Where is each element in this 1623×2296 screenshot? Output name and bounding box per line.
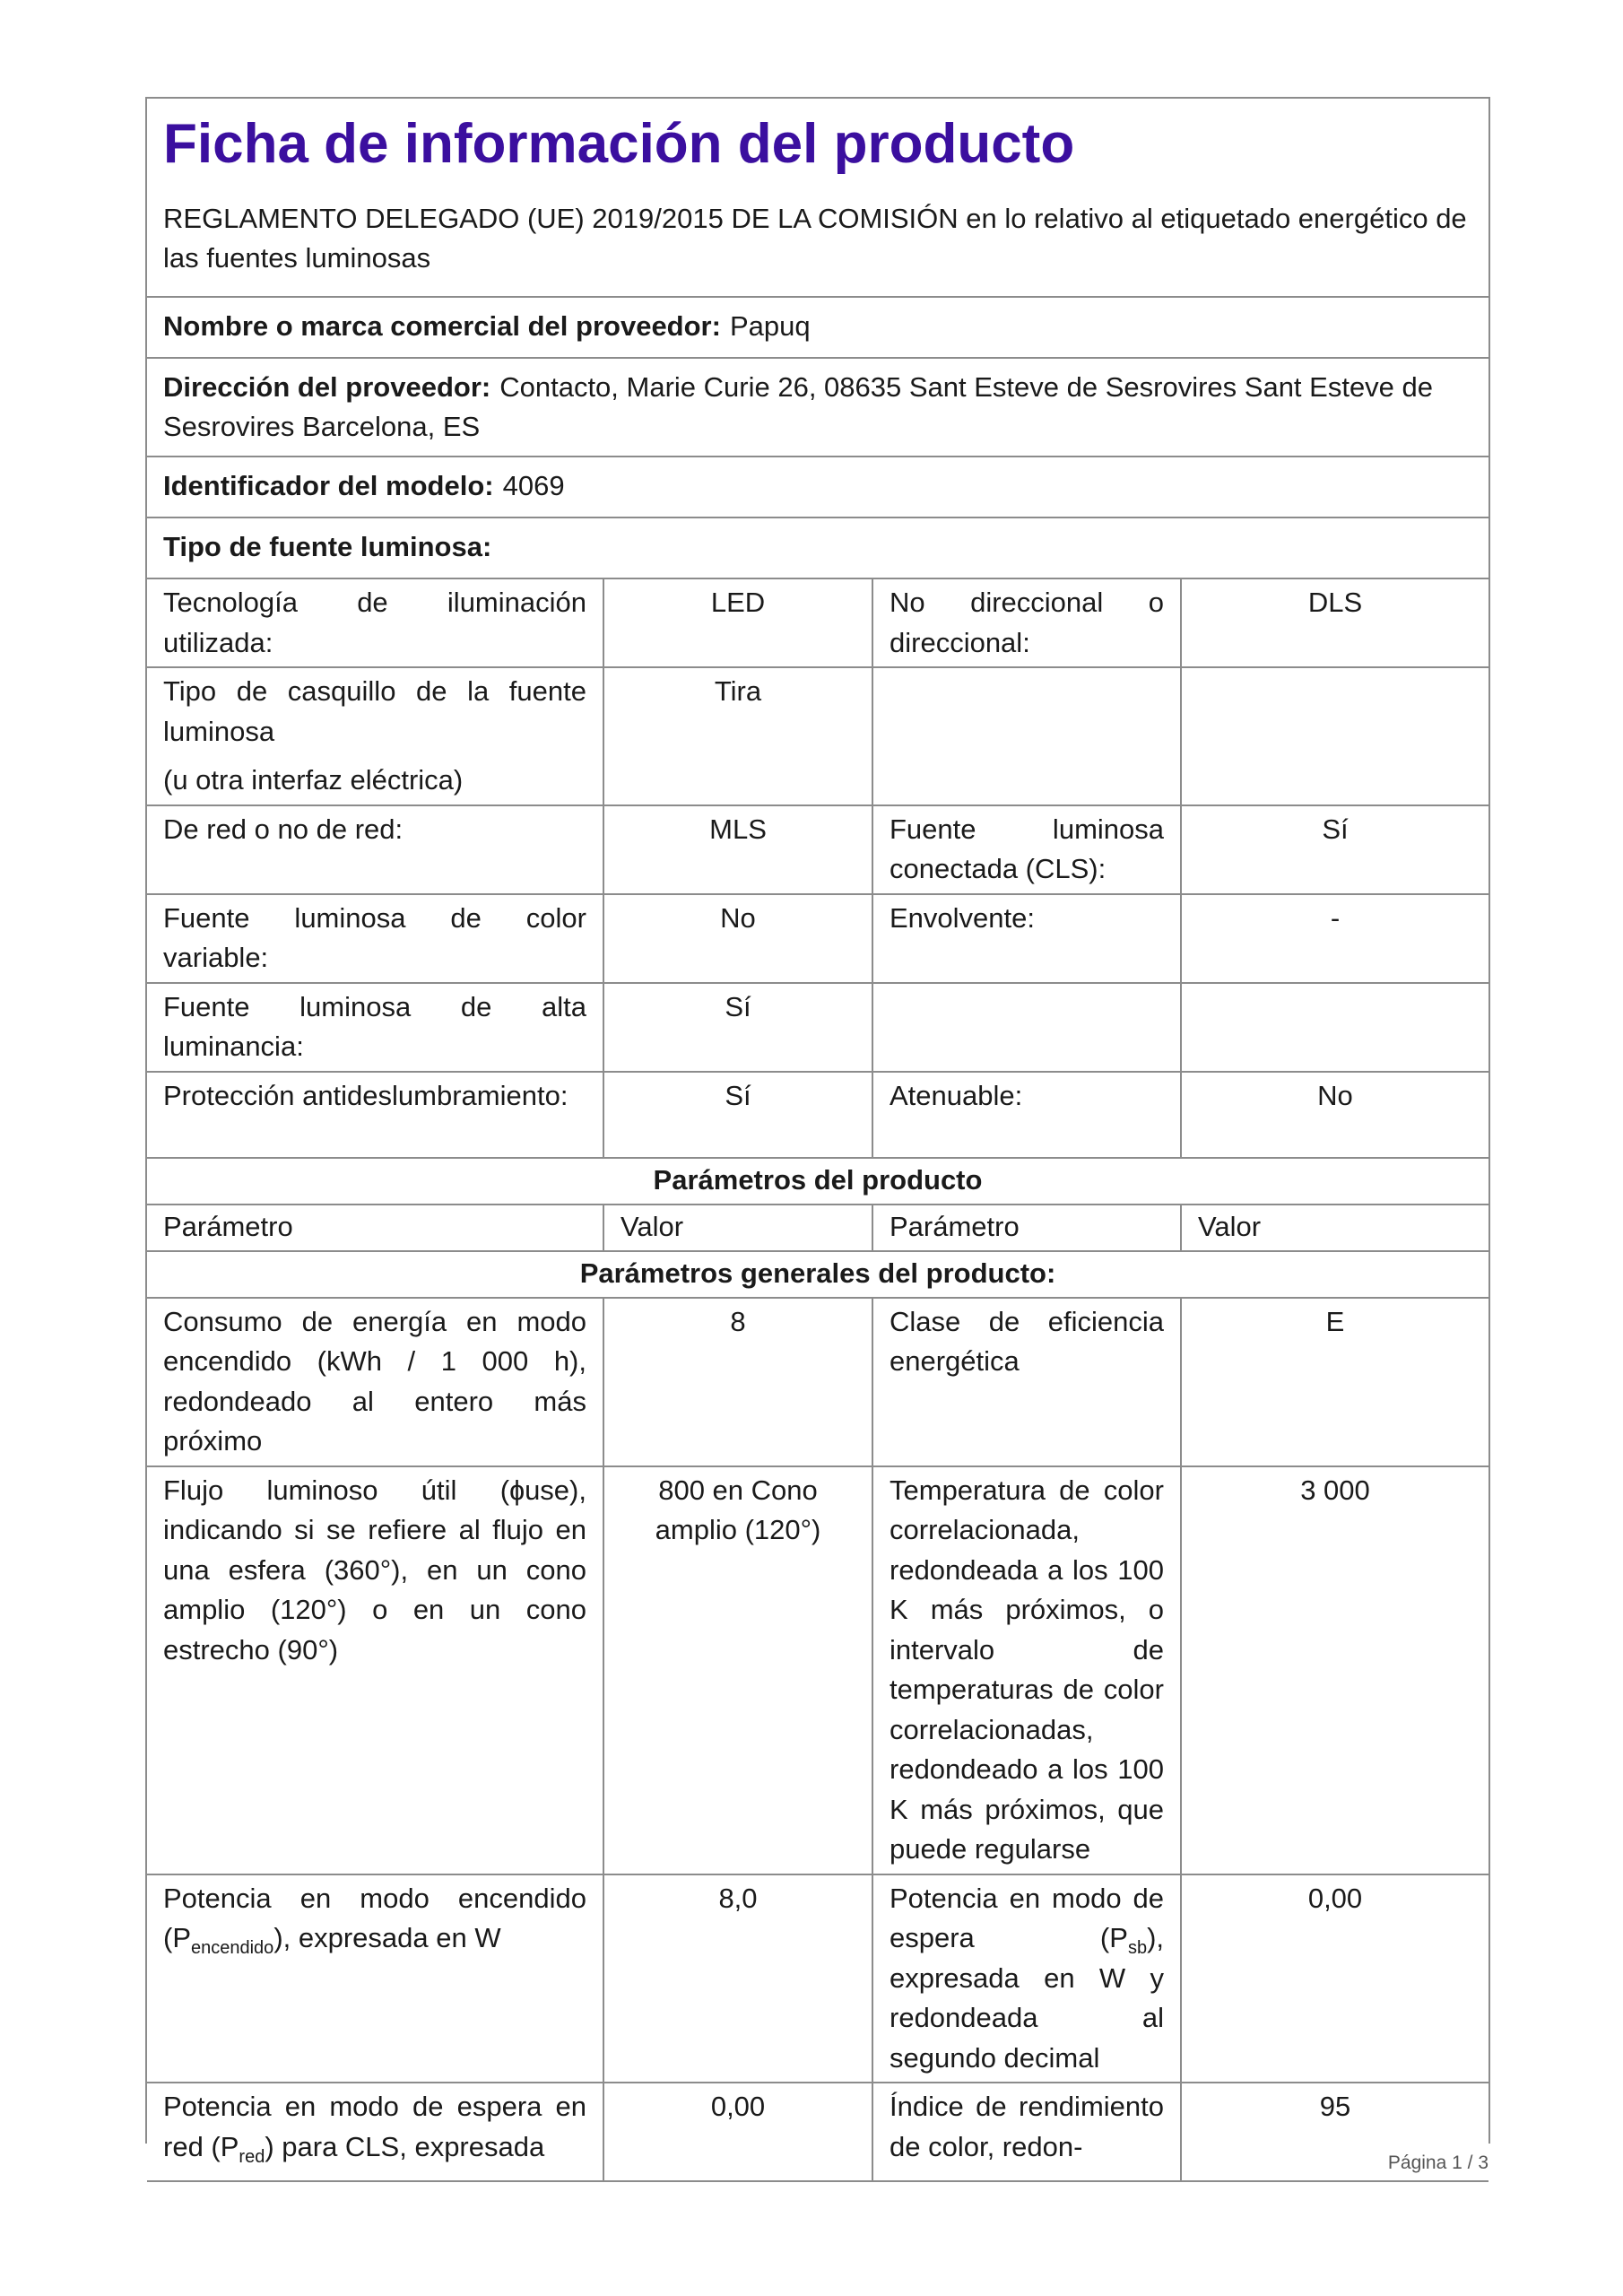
regulation-subtitle: REGLAMENTO DELEGADO (UE) 2019/2015 DE LA COMISIÓN en lo relativo al etiquetado energético de las fuentes luminosas: [147, 190, 1488, 298]
param-cell: [872, 1874, 1181, 2083]
param-text: ), expresada en W: [273, 1922, 501, 1953]
value-cell: 0,00: [1181, 1874, 1488, 2083]
value-cell: 8,0: [603, 1874, 872, 2083]
value-cell: MLS: [603, 805, 872, 894]
table-row: [147, 1466, 1488, 1874]
value-cell: DLS: [1181, 579, 1488, 667]
param-cell: Fuente luminosa de alta luminancia:: [147, 983, 603, 1072]
general-section-title: Parámetros generales del producto:: [147, 1251, 1488, 1298]
table-row: [147, 983, 1488, 1072]
table-row: [147, 2083, 1488, 2181]
table-row: [147, 667, 1488, 805]
param-cell: Flujo luminoso útil (ɸuse), indicando si se refiere al flujo en una esfera (360°), en un cono amplio (120°) o en un cono estrecho (90°): [147, 1466, 603, 1874]
supplier-value: Papuq: [729, 310, 811, 342]
page-title: Ficha de información del producto: [163, 113, 1075, 175]
value-cell: 95: [1181, 2083, 1488, 2181]
param-text: Potencia en modo encendido (P: [163, 1882, 586, 1953]
table-row: [147, 1874, 1488, 2083]
param-cell: [147, 2083, 603, 2181]
param-text: Potencia en modo de espera (P: [890, 1882, 1164, 1953]
model-label: Identificador del modelo:: [163, 470, 494, 501]
table-row: [147, 1072, 1488, 1158]
value-cell: Sí: [603, 983, 872, 1072]
light-type-label: Tipo de fuente luminosa:: [163, 531, 492, 562]
address-value: Contacto, Marie Curie 26, 08635 Sant Esteve de Sesrovires Sant Esteve de Sesrovires Barcelona, ES: [163, 371, 1434, 442]
value-cell: LED: [603, 579, 872, 667]
param-cell: Fuente luminosa de color variable:: [147, 894, 603, 983]
value-cell: 3 000: [1181, 1466, 1488, 1874]
section-header-row: [147, 1158, 1488, 1205]
value-cell: 8: [603, 1298, 872, 1466]
param-text: Potencia en modo de espera en red (P: [163, 2091, 586, 2162]
param-subscript: red: [239, 2146, 265, 2167]
value-cell: E: [1181, 1298, 1488, 1466]
light-type-row: [147, 518, 1488, 579]
param-cell: [872, 983, 1181, 1072]
supplier-row: [147, 298, 1488, 359]
supplier-label: Nombre o marca comercial del proveedor:: [163, 310, 721, 342]
model-row: [147, 457, 1488, 518]
value-cell: -: [1181, 894, 1488, 983]
value-cell: Sí: [603, 1072, 872, 1158]
param-cell: [147, 667, 603, 805]
value-cell: Sí: [1181, 805, 1488, 894]
param-cell: Consumo de energía en modo encendido (kWh / 1 000 h), redondeado al entero más próximo: [147, 1298, 603, 1466]
param-cell: No direccional o direccional:: [872, 579, 1181, 667]
table-row: [147, 1298, 1488, 1466]
param-cell: Clase de eficiencia energética: [872, 1298, 1181, 1466]
param-cell: Fuente luminosa conectada (CLS):: [872, 805, 1181, 894]
param-subscript: encendido: [191, 1938, 274, 1959]
param-text: ) para CLS, expresada: [265, 2130, 545, 2162]
column-header-value: Valor: [1181, 1205, 1488, 1251]
param-cell: De red o no de red:: [147, 805, 603, 894]
params-section-title: Parámetros del producto: [147, 1158, 1488, 1205]
param-cell: Envolvente:: [872, 894, 1181, 983]
param-text: Tipo de casquillo de la fuente luminosa: [163, 675, 586, 747]
param-text-extra: (u otra interfaz eléctrica): [163, 764, 464, 796]
table-row: [147, 805, 1488, 894]
value-cell: 0,00: [603, 2083, 872, 2181]
product-table: [147, 579, 1488, 2182]
value-cell: No: [603, 894, 872, 983]
param-cell: Protección antideslumbramiento:: [147, 1072, 603, 1158]
param-cell: Índice de rendimiento de color, redon-: [872, 2083, 1181, 2181]
model-value: 4069: [502, 470, 565, 501]
column-header-param: Parámetro: [147, 1205, 603, 1251]
param-cell: Tecnología de iluminación utilizada:: [147, 579, 603, 667]
section-header-row: [147, 1251, 1488, 1298]
param-cell: [872, 667, 1181, 805]
param-cell: [147, 1874, 603, 2083]
param-cell: Temperatura de color correlacionada, redondeada a los 100 K más próximos, o intervalo de temperaturas de color correlacionadas, redondeado a los 100 K más próximos, que puede regularse: [872, 1466, 1181, 1874]
column-header-value: Valor: [603, 1205, 872, 1251]
value-cell: [1181, 983, 1488, 1072]
address-label: Dirección del proveedor:: [163, 371, 491, 403]
column-header-param: Parámetro: [872, 1205, 1181, 1251]
address-row: [147, 359, 1488, 457]
param-subscript: sb: [1127, 1938, 1148, 1959]
table-row: [147, 579, 1488, 667]
page-number: Página 1 / 3: [1387, 2152, 1488, 2173]
param-text: ), expresada en W y redondeada al segundo decimal: [890, 1922, 1164, 2074]
column-header-row: [147, 1205, 1488, 1251]
value-cell: 800 en Cono amplio (120°): [603, 1466, 872, 1874]
value-cell: Tira: [603, 667, 872, 805]
value-cell: [1181, 667, 1488, 805]
param-cell: Atenuable:: [872, 1072, 1181, 1158]
value-cell: No: [1181, 1072, 1488, 1158]
table-row: [147, 894, 1488, 983]
